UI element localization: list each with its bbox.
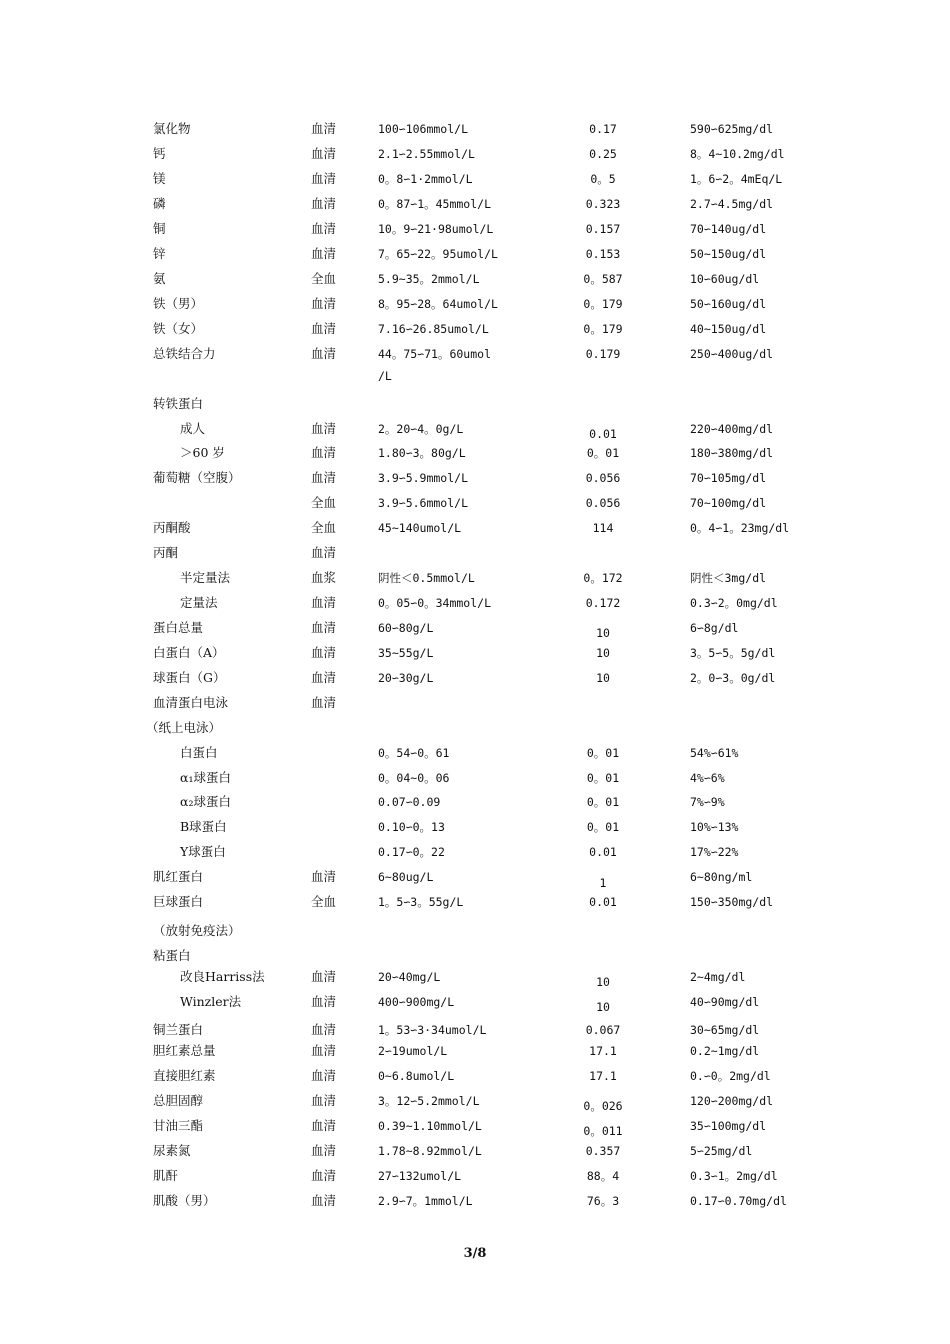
conversion-factor-cell: 0.323 [585, 197, 621, 211]
traditional-range-cell: 70∽140ug/dl [690, 222, 767, 236]
table-row [0, 841, 950, 863]
si-range-cell: 20∽30g/L [378, 671, 434, 685]
test-name-cell: Β球蛋白 [180, 819, 227, 834]
table-row [0, 667, 950, 689]
table-row [0, 742, 950, 764]
conversion-factor-cell: 17.1 [589, 1044, 617, 1058]
test-name-cell: 氯化物 [153, 121, 191, 136]
test-name-cell: （纸上电泳） [146, 720, 222, 735]
conversion-factor-cell: 0.067 [585, 1023, 621, 1037]
traditional-range-cell: 30~65mg/dl [690, 1023, 760, 1037]
traditional-range-cell: 2~4mg/dl [690, 970, 746, 984]
traditional-range-cell: 0.∽0。2mg/dl [690, 1069, 771, 1083]
test-name-cell: 铜 [153, 221, 166, 236]
traditional-range-cell: 2.7∽4.5mg/dl [690, 197, 774, 211]
test-name-cell: 白蛋白（A） [153, 645, 225, 660]
conversion-factor-cell: 0。01 [586, 771, 620, 785]
traditional-range-cell: 40~150ug/dl [690, 322, 767, 336]
traditional-range-cell: 70∽105mg/dl [690, 471, 767, 485]
conversion-factor-cell: 10 [596, 626, 610, 640]
conversion-factor-cell: 0.01 [589, 845, 617, 859]
si-range-cell: 2。20∽4。0g/L [378, 422, 464, 436]
table-row [0, 1090, 950, 1112]
si-range-cell: 1。53∽3·34umol/L [378, 1023, 487, 1037]
si-range-cell: 2∽19umol/L [378, 1044, 448, 1058]
conversion-factor-cell: 0.153 [585, 247, 621, 261]
specimen-cell: 血清 [311, 869, 337, 884]
table-row [0, 492, 950, 514]
table-row [0, 991, 950, 1013]
test-name-cell: 总胆固醇 [153, 1093, 204, 1108]
si-range-cell: 8。95∽28。64umol/L [378, 297, 498, 311]
test-name-cell: 铁（男） [153, 296, 204, 311]
test-name-cell: 铁（女） [153, 321, 204, 336]
si-range-cell: 1.78~8.92mmol/L [378, 1144, 482, 1158]
table-row [0, 218, 950, 240]
traditional-range-cell: 590∽625mg/dl [690, 122, 774, 136]
traditional-range-cell: 35∽100mg/dl [690, 1119, 767, 1133]
si-range-cell: 0.17∽0。22 [378, 845, 445, 859]
table-row [0, 966, 950, 988]
table-row [0, 517, 950, 539]
specimen-cell: 血清 [311, 670, 337, 685]
table-row [0, 1115, 950, 1137]
si-range-cell: 60∽80g/L [378, 621, 434, 635]
conversion-factor-cell: 10 [596, 646, 610, 660]
si-range-cell: 2.1∽2.55mmol/L [378, 147, 475, 161]
table-row [0, 243, 950, 265]
conversion-factor-cell: 0.01 [589, 427, 617, 441]
test-name-cell: 转铁蛋白 [153, 396, 204, 411]
conversion-factor-cell: 1 [599, 876, 607, 890]
table-row [0, 920, 950, 942]
conversion-factor-cell: 0。01 [586, 746, 620, 760]
test-name-cell: 血清蛋白电泳 [153, 695, 229, 710]
si-range-cell: 0.39~1.10mmol/L [378, 1119, 482, 1133]
si-range-cell: 3.9∽5.9mmol/L [378, 471, 469, 485]
traditional-range-cell: 120∽200mg/dl [690, 1094, 774, 1108]
test-name-cell: 丙酮 [153, 545, 179, 560]
specimen-cell: 血清 [311, 246, 337, 261]
test-name-cell: 白蛋白 [180, 745, 218, 760]
table-row [0, 393, 950, 415]
si-range-cell: 3.9∽5.6mmol/L [378, 496, 469, 510]
test-name-cell: Winzler法 [180, 994, 242, 1009]
conversion-factor-cell: 0.172 [585, 596, 621, 610]
specimen-cell: 血清 [311, 620, 337, 635]
traditional-range-cell: 阴性＜3mg/dl [690, 571, 767, 585]
specimen-cell: 血清 [311, 1068, 337, 1083]
si-range-cell: 阴性＜0.5mmol/L [378, 571, 475, 585]
conversion-factor-cell: 0.056 [585, 471, 621, 485]
test-name-cell: 氨 [153, 271, 166, 286]
traditional-range-cell: 2。0∽3。0g/dl [690, 671, 776, 685]
si-range-cell: /L [378, 369, 392, 383]
specimen-cell: 血清 [311, 296, 337, 311]
table-row [0, 1140, 950, 1162]
test-name-cell: α₁球蛋白 [180, 770, 231, 785]
specimen-cell: 血清 [311, 421, 337, 436]
si-range-cell: 3。12∽5.2mmol/L [378, 1094, 480, 1108]
specimen-cell: 血清 [311, 346, 337, 361]
conversion-factor-cell: 0。01 [586, 820, 620, 834]
specimen-cell: 血清 [311, 994, 337, 1009]
si-range-cell: 0。87∽1。45mmol/L [378, 197, 492, 211]
test-name-cell: 总铁结合力 [153, 346, 216, 361]
si-range-cell: 0。04~0。06 [378, 771, 450, 785]
table-row [0, 617, 950, 639]
conversion-factor-cell: 0。5 [590, 172, 616, 186]
test-name-cell: 半定量法 [180, 570, 231, 585]
specimen-cell: 血清 [311, 470, 337, 485]
traditional-range-cell: 8。4~10.2mg/dl [690, 147, 785, 161]
traditional-range-cell: 6∽8g/dl [690, 621, 739, 635]
traditional-range-cell: 150∽350mg/dl [690, 895, 774, 909]
si-range-cell: 27∽132umol/L [378, 1169, 462, 1183]
specimen-cell: 血清 [311, 1143, 337, 1158]
test-name-cell: 葡萄糖（空腹） [153, 470, 241, 485]
test-name-cell: 尿素氮 [153, 1143, 191, 1158]
traditional-range-cell: 3。5∽5。5g/dl [690, 646, 776, 660]
table-row [0, 945, 950, 967]
test-name-cell: 铜兰蛋白 [153, 1022, 204, 1037]
si-range-cell: 400∽900mg/L [378, 995, 455, 1009]
traditional-range-cell: 70~100mg/dl [690, 496, 767, 510]
traditional-range-cell: 4%∽6% [690, 771, 725, 785]
table-row [0, 1019, 950, 1041]
specimen-cell: 血清 [311, 221, 337, 236]
conversion-factor-cell: 0。172 [583, 571, 623, 585]
table-row [0, 118, 950, 140]
test-name-cell: 粘蛋白 [153, 948, 191, 963]
test-name-cell: （放射免疫法） [153, 923, 241, 938]
conversion-factor-cell: 0.01 [589, 895, 617, 909]
specimen-cell: 全血 [311, 894, 337, 909]
test-name-cell: Υ球蛋白 [180, 844, 226, 859]
traditional-range-cell: 5∽25mg/dl [690, 1144, 753, 1158]
test-name-cell: 镁 [153, 171, 166, 186]
specimen-cell: 血清 [311, 1022, 337, 1037]
test-name-cell: 巨球蛋白 [153, 894, 204, 909]
si-range-cell: 5.9~35。2mmol/L [378, 272, 480, 286]
test-name-cell: 直接胆红素 [153, 1068, 216, 1083]
table-row [0, 193, 950, 215]
traditional-range-cell: 180∽380mg/dl [690, 446, 774, 460]
si-range-cell: 100∽106mmol/L [378, 122, 469, 136]
conversion-factor-cell: 0。011 [583, 1124, 623, 1138]
test-name-cell: 丙酮酸 [153, 520, 191, 535]
table-row [0, 1040, 950, 1062]
conversion-factor-cell: 0.179 [585, 347, 621, 361]
conversion-factor-cell: 0.056 [585, 496, 621, 510]
conversion-factor-cell: 0。026 [583, 1099, 623, 1113]
si-range-cell: 0。05∽0。34mmol/L [378, 596, 492, 610]
table-row [0, 767, 950, 789]
table-row [0, 467, 950, 489]
conversion-factor-cell: 76。3 [586, 1194, 620, 1208]
si-range-cell: 7.16∽26.85umol/L [378, 322, 489, 336]
specimen-cell: 血清 [311, 171, 337, 186]
conversion-factor-cell: 0。179 [583, 297, 623, 311]
conversion-factor-cell: 88。4 [586, 1169, 620, 1183]
traditional-range-cell: 250∽400ug/dl [690, 347, 774, 361]
test-name-cell: 锌 [153, 246, 166, 261]
specimen-cell: 血清 [311, 445, 337, 460]
table-row [0, 717, 950, 739]
conversion-factor-cell: 0.17 [589, 122, 617, 136]
specimen-cell: 血清 [311, 1118, 337, 1133]
specimen-cell: 血清 [311, 1043, 337, 1058]
test-name-cell: 成人 [180, 421, 206, 436]
conversion-factor-cell: 10 [596, 671, 610, 685]
table-row [0, 866, 950, 888]
conversion-factor-cell: 10 [596, 1000, 610, 1014]
table-row [0, 318, 950, 340]
conversion-factor-cell: 114 [592, 521, 614, 535]
conversion-factor-cell: 0.357 [585, 1144, 621, 1158]
specimen-cell: 血清 [311, 595, 337, 610]
specimen-cell: 血清 [311, 321, 337, 336]
test-name-cell: 球蛋白（G） [153, 670, 226, 685]
table-row [0, 365, 950, 387]
specimen-cell: 血清 [311, 969, 337, 984]
table-row [0, 168, 950, 190]
conversion-factor-cell: 0.25 [589, 147, 617, 161]
traditional-range-cell: 50~150ug/dl [690, 247, 767, 261]
table-row [0, 692, 950, 714]
traditional-range-cell: 0.3∽1。2mg/dl [690, 1169, 778, 1183]
test-name-cell: 磷 [153, 196, 166, 211]
table-row [0, 418, 950, 440]
conversion-factor-cell: 10 [596, 975, 610, 989]
specimen-cell: 血清 [311, 1093, 337, 1108]
page-number: 3/8 [463, 1246, 487, 1261]
table-row [0, 1165, 950, 1187]
traditional-range-cell: 10%∽13% [690, 820, 739, 834]
traditional-range-cell: 54%∽61% [690, 746, 739, 760]
specimen-cell: 血清 [311, 1168, 337, 1183]
si-range-cell: 1。5∽3。55g/L [378, 895, 464, 909]
traditional-range-cell: 1。6∽2。4mEq/L [690, 172, 783, 186]
conversion-factor-cell: 0.157 [585, 222, 621, 236]
si-range-cell: 44。75∽71。60umol [378, 347, 492, 361]
traditional-range-cell: 0。4∽1。23mg/dl [690, 521, 790, 535]
si-range-cell: 7。65∽22。95umol/L [378, 247, 498, 261]
traditional-range-cell: 6~80ng/ml [690, 870, 753, 884]
conversion-factor-cell: 0。01 [586, 446, 620, 460]
specimen-cell: 血清 [311, 196, 337, 211]
conversion-factor-cell: 0。01 [586, 795, 620, 809]
si-range-cell: 0.10∽0。13 [378, 820, 445, 834]
test-name-cell: 钙 [153, 146, 166, 161]
table-row [0, 343, 950, 365]
table-row [0, 567, 950, 589]
specimen-cell: 血清 [311, 121, 337, 136]
table-row [0, 816, 950, 838]
si-range-cell: 0.07∽0.09 [378, 795, 441, 809]
test-name-cell: 甘油三酯 [153, 1118, 204, 1133]
si-range-cell: 20∽40mg/L [378, 970, 441, 984]
si-range-cell: 0~6.8umol/L [378, 1069, 455, 1083]
conversion-factor-cell: 0。179 [583, 322, 623, 336]
specimen-cell: 全血 [311, 520, 337, 535]
table-row [0, 143, 950, 165]
si-range-cell: 0。8∽1·2mmol/L [378, 172, 473, 186]
specimen-cell: 血清 [311, 645, 337, 660]
conversion-factor-cell: 0。587 [583, 272, 623, 286]
test-name-cell: 肌酐 [153, 1168, 179, 1183]
table-row [0, 293, 950, 315]
si-range-cell: 35~55g/L [378, 646, 434, 660]
specimen-cell: 血清 [311, 1193, 337, 1208]
table-row [0, 1190, 950, 1212]
test-name-cell: 肌酸（男） [153, 1193, 216, 1208]
si-range-cell: 45~140umol/L [378, 521, 462, 535]
specimen-cell: 血清 [311, 146, 337, 161]
table-row [0, 592, 950, 614]
si-range-cell: 6~80ug/L [378, 870, 434, 884]
test-name-cell: 定量法 [180, 595, 218, 610]
specimen-cell: 血浆 [311, 570, 337, 585]
table-row [0, 542, 950, 564]
test-name-cell: α₂球蛋白 [180, 794, 231, 809]
specimen-cell: 全血 [311, 495, 337, 510]
specimen-cell: 血清 [311, 545, 337, 560]
test-name-cell: 改良Harriss法 [180, 969, 265, 984]
specimen-cell: 血清 [311, 695, 337, 710]
traditional-range-cell: 0.2~1mg/dl [690, 1044, 760, 1058]
table-row [0, 791, 950, 813]
si-range-cell: 0。54∽0。61 [378, 746, 450, 760]
conversion-factor-cell: 17.1 [589, 1069, 617, 1083]
specimen-cell: 全血 [311, 271, 337, 286]
si-range-cell: 1.80∽3。80g/L [378, 446, 466, 460]
test-name-cell: 蛋白总量 [153, 620, 204, 635]
traditional-range-cell: 0.17∽0.70mg/dl [690, 1194, 787, 1208]
traditional-range-cell: 40∽90mg/dl [690, 995, 760, 1009]
test-name-cell: 胆红素总量 [153, 1043, 216, 1058]
table-row [0, 1065, 950, 1087]
test-name-cell: ＞60 岁 [180, 445, 225, 460]
table-row [0, 891, 950, 913]
table-row [0, 442, 950, 464]
traditional-range-cell: 17%∽22% [690, 845, 739, 859]
si-range-cell: 10。9∽21·98umol/L [378, 222, 494, 236]
traditional-range-cell: 10∽60ug/dl [690, 272, 760, 286]
traditional-range-cell: 7%∽9% [690, 795, 725, 809]
table-row [0, 268, 950, 290]
traditional-range-cell: 220∽400mg/dl [690, 422, 774, 436]
table-row [0, 642, 950, 664]
test-name-cell: 肌红蛋白 [153, 869, 204, 884]
traditional-range-cell: 0.3∽2。0mg/dl [690, 596, 778, 610]
si-range-cell: 2.9∽7。1mmol/L [378, 1194, 473, 1208]
traditional-range-cell: 50∽160ug/dl [690, 297, 767, 311]
